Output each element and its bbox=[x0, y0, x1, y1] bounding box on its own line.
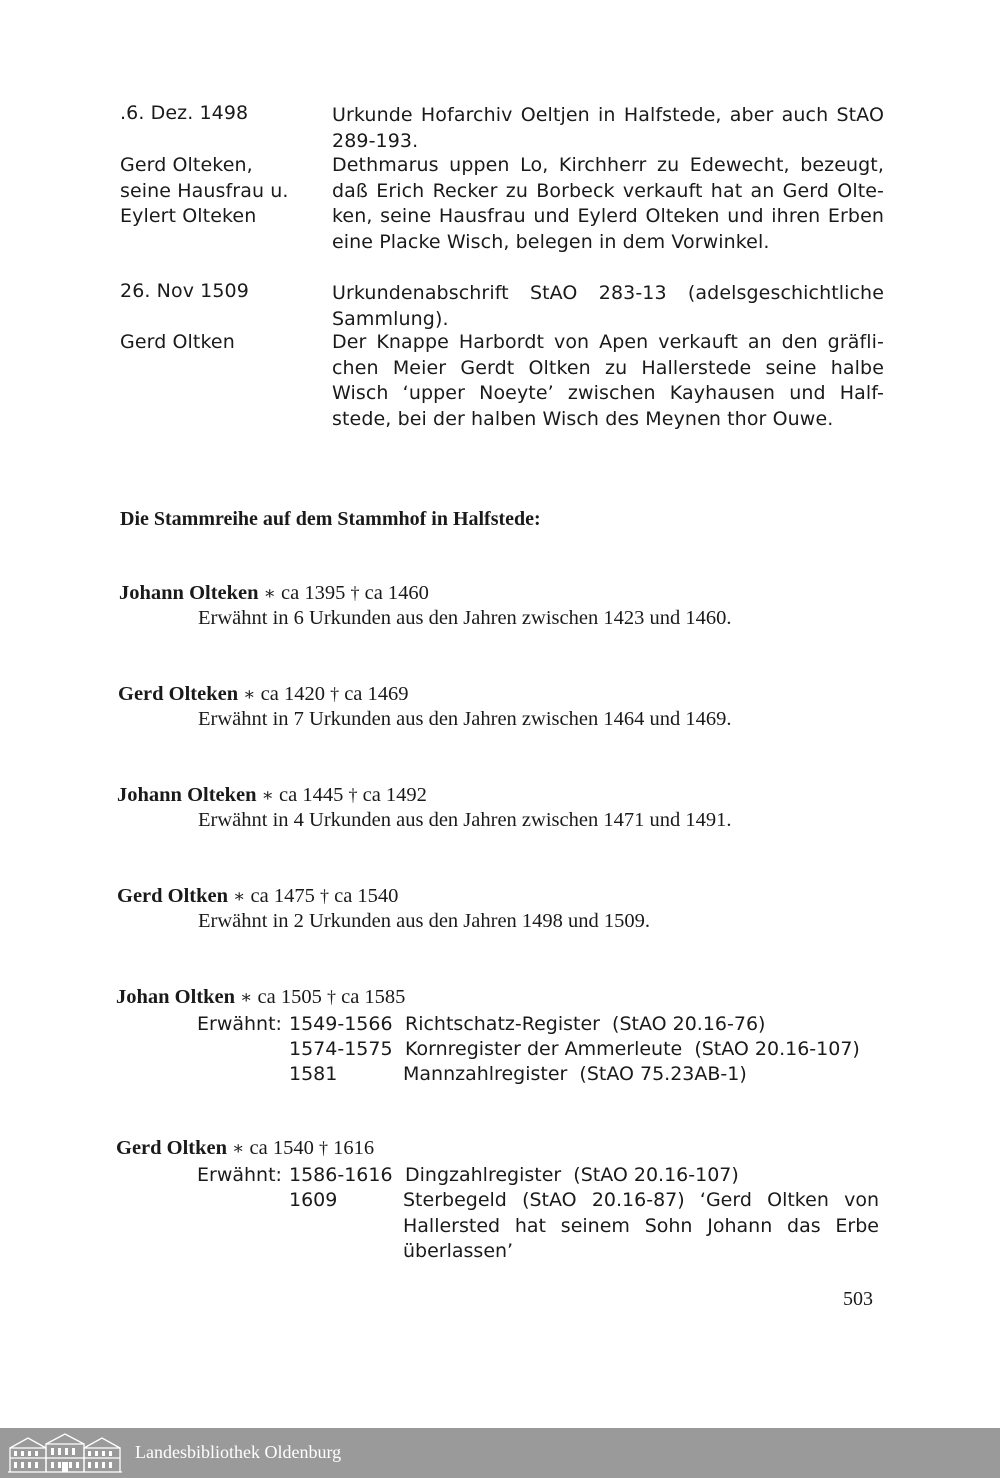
entry-2-persons: Gerd Oltken bbox=[120, 331, 235, 353]
register-text: Sterbegeld (StAO 20.16-87) ‘Gerd Oltken von Hallersted hat seinem Sohn Johann das Erbe überlassen’ bbox=[403, 1189, 879, 1262]
entry-2-date: 26. Nov 1509 bbox=[120, 280, 249, 302]
born-symbol-icon: ∗ bbox=[240, 987, 253, 1007]
register-years: 1581 bbox=[289, 1063, 338, 1085]
died-year: ca 1540 bbox=[334, 885, 399, 907]
lineage-3-name-line bbox=[117, 783, 427, 809]
born-year: ca 1475 bbox=[250, 885, 315, 907]
lineage-2-mention: Erwähnt in 7 Urkunden aus den Jahren zwischen 1464 und 1469. bbox=[198, 708, 732, 730]
born-year: ca 1505 bbox=[257, 986, 322, 1008]
library-name[interactable]: Landesbibliothek Oldenburg bbox=[135, 1442, 342, 1462]
mention-label: Erwähnt: bbox=[197, 1164, 282, 1186]
entry-1-source: Urkunde Hofarchiv Oeltjen in Halfstede, aber auch StAO 289-193. bbox=[332, 104, 884, 152]
lineage-3-mention: Erwähnt in 4 Urkunden aus den Jahren zwischen 1471 und 1491. bbox=[198, 809, 732, 831]
register-years: 1549-1566 bbox=[289, 1013, 393, 1035]
lineage-1-mention: Erwähnt in 6 Urkunden aus den Jahren zwischen 1423 und 1460. bbox=[198, 607, 732, 629]
register-years: 1609 bbox=[289, 1189, 338, 1211]
died-symbol-icon: † bbox=[350, 583, 360, 603]
register-years: 1574-1575 bbox=[289, 1038, 393, 1060]
died-symbol-icon: † bbox=[318, 1138, 328, 1158]
lineage-2-name-line bbox=[118, 682, 409, 708]
footer-bar bbox=[0, 1428, 1000, 1478]
died-symbol-icon: † bbox=[326, 987, 336, 1007]
died-symbol-icon: † bbox=[319, 886, 329, 906]
lineage-1-name-line bbox=[119, 581, 429, 607]
entry-1-date: .6. Dez. 1498 bbox=[120, 102, 249, 124]
lineage-6-name-line bbox=[116, 1136, 374, 1162]
register-years: 1586-1616 bbox=[289, 1164, 393, 1186]
died-year: ca 1460 bbox=[364, 582, 429, 604]
library-building-icon bbox=[6, 1432, 124, 1474]
died-year: ca 1492 bbox=[362, 784, 427, 806]
born-year: ca 1540 bbox=[249, 1137, 314, 1159]
born-year: ca 1395 bbox=[281, 582, 346, 604]
died-symbol-icon: † bbox=[348, 785, 358, 805]
lineage-4-mention: Erwähnt in 2 Urkunden aus den Jahren 1498 und 1509. bbox=[198, 910, 651, 932]
entry-2-source: Urkundenabschrift StAO 283-13 (adelsgeschichtliche Sammlung). bbox=[332, 282, 884, 330]
person-name: Johan Oltken bbox=[116, 986, 236, 1008]
died-year: 1616 bbox=[333, 1137, 375, 1159]
entry-1-text: Dethmarus uppen Lo, Kirchherr zu Edewecht, bezeugt, daß Erich Recker zu Borbeck verkauft hat an Gerd Olte- ken, seine Hausfrau und Eylerd Olteken und ihren Erben eine Placke Wisch, belegen in dem Vorwinkel. bbox=[332, 154, 884, 253]
section-heading: Die Stammreihe auf dem Stammhof in Halfstede: bbox=[120, 508, 541, 530]
born-year: ca 1420 bbox=[260, 683, 325, 705]
lineage-4-name-line bbox=[117, 884, 398, 910]
died-year: ca 1469 bbox=[344, 683, 409, 705]
born-symbol-icon: ∗ bbox=[233, 886, 246, 906]
born-symbol-icon: ∗ bbox=[232, 1138, 245, 1158]
died-year: ca 1585 bbox=[341, 986, 406, 1008]
born-year: ca 1445 bbox=[279, 784, 344, 806]
born-symbol-icon: ∗ bbox=[243, 684, 256, 704]
mention-label: Erwähnt: bbox=[197, 1013, 282, 1035]
register-text: Richtschatz-Register (StAO 20.16-76) bbox=[405, 1013, 766, 1035]
page-number: 503 bbox=[843, 1288, 873, 1310]
entry-1-persons: Gerd Olteken, seine Hausfrau u. Eylert Olteken bbox=[120, 154, 289, 227]
person-name: Johann Olteken bbox=[119, 582, 259, 604]
lineage-5-name-line bbox=[116, 985, 405, 1011]
register-text: Kornregister der Ammerleute (StAO 20.16-107) bbox=[405, 1038, 860, 1060]
entry-2-text: Der Knappe Harbordt von Apen verkauft an den gräfli- chen Meier Gerdt Oltken zu Hallerstede seine halbe Wisch ‘upper Noeyte’ zwischen Kayhausen und Half- stede, bei der halben Wisch des Meynen thor Ouwe. bbox=[332, 331, 884, 430]
died-symbol-icon: † bbox=[330, 684, 340, 704]
born-symbol-icon: ∗ bbox=[261, 785, 274, 805]
person-name: Gerd Oltken bbox=[117, 885, 229, 907]
person-name: Gerd Olteken bbox=[118, 683, 239, 705]
register-text: Dingzahlregister (StAO 20.16-107) bbox=[405, 1164, 739, 1186]
person-name: Gerd Oltken bbox=[116, 1137, 228, 1159]
person-name: Johann Olteken bbox=[117, 784, 257, 806]
born-symbol-icon: ∗ bbox=[263, 583, 276, 603]
register-text: Mannzahlregister (StAO 75.23AB-1) bbox=[403, 1063, 747, 1085]
